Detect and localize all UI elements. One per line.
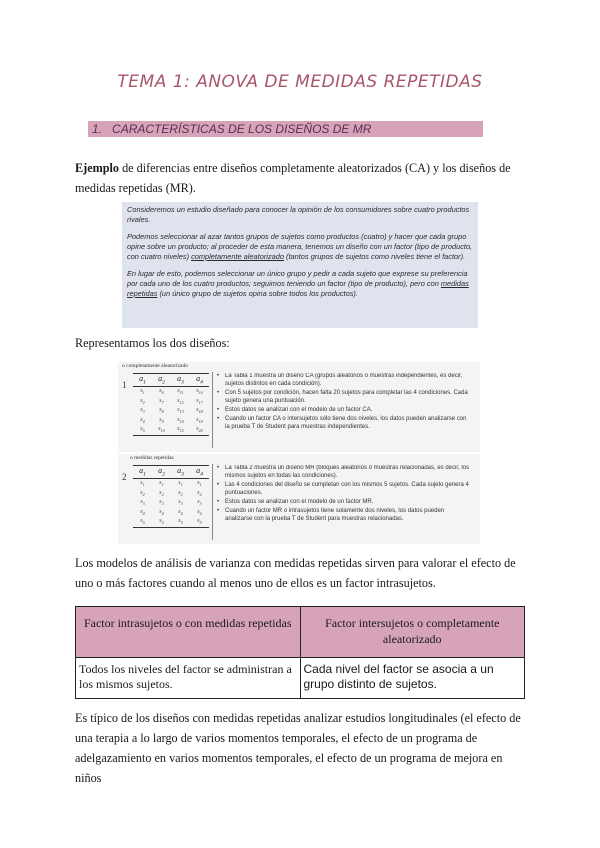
grid-row xyxy=(133,387,209,397)
figure-bullet: • Cuando un factor CA o intersujetos sólo tiene dos niveles, los datos pueden analizarse con la prueba T de Student para muestras independientes. xyxy=(217,416,472,431)
quote-paragraph-1: Consideremos un estudio diseñado para conocer la opinión de los consumidores sobre cuatro productos rivales. xyxy=(127,205,470,224)
quote-paragraph-3 xyxy=(127,269,475,299)
grid-cell: $s_{16}$ xyxy=(196,388,203,396)
section-heading xyxy=(92,122,371,136)
grid-cell: $s_5$ xyxy=(133,425,152,435)
grid-cell: $s_4$ xyxy=(140,508,145,516)
grid-cell: $s_3$ xyxy=(197,499,202,507)
figure-bullet: • Estos datos se analizan con el modelo de un factor MR. xyxy=(217,499,472,507)
quote-p2-end: (tantos grupos de sujetos como niveles tiene el factor). xyxy=(283,252,466,261)
paragraph-anova: Los modelos de análisis de varianza con medidas repetidas sirven para valorar el efecto de uno o más factores cuando al menos uno de ellos es un factor intrasujetos. xyxy=(75,556,516,590)
grid-header-cell: $a_4$ xyxy=(190,466,209,479)
grid-cell: $s_6$ xyxy=(159,388,164,396)
quote-p3-text: En lugar de esto, podemos seleccionar un único grupo y pedir a cada sujeto que exprese su preferencia por cada uno de los cuatro productos; seguimos teniendo un factor (tipo de producto), pero con xyxy=(127,269,468,288)
grid-cell: $s_2$ xyxy=(178,489,183,497)
intro-text: de diferencias entre diseños completamente aleatorizados (CA) y los diseños de medidas repetidas (MR). xyxy=(75,161,511,195)
figure-mr-divider xyxy=(212,464,213,540)
grid-header-cell: $a_2$ xyxy=(152,374,171,387)
section-title: CARACTERÍSTICAS DE LOS DISEÑOS DE MR xyxy=(112,122,372,136)
grid-row xyxy=(133,397,209,407)
grid-header-cell: $a_4$ xyxy=(190,374,209,387)
grid-cell: $s_4$ xyxy=(159,508,164,516)
quote-p2-underlined: completamente aleatorizado xyxy=(191,252,284,261)
figure-ca-number: 1 xyxy=(122,380,127,390)
comparison-table xyxy=(75,606,525,699)
grid-cell: $s_{13}$ xyxy=(177,407,184,415)
quote-p3-end: (un único grupo de sujetos opina sobre todos los productos). xyxy=(157,289,358,298)
grid-cell: $s_7$ xyxy=(159,397,164,405)
intro-paragraph xyxy=(75,158,525,198)
page-title: TEMA 1: ANOVA DE MEDIDAS REPETIDAS xyxy=(117,72,483,92)
grid-cell: $s_8$ xyxy=(159,407,164,415)
grid-cell: $s_2$ xyxy=(140,397,145,405)
grid-cell: $s_9$ xyxy=(159,416,164,424)
figure-ca-divider xyxy=(212,372,213,448)
grid-cell: $s_{17}$ xyxy=(196,397,203,405)
grid-cell: $s_5$ xyxy=(133,517,152,527)
grid-cell: $s_4$ xyxy=(140,416,145,424)
quote-paragraph-2 xyxy=(127,232,475,262)
represent-line: Representamos los dos diseños: xyxy=(75,336,230,350)
section-number: 1. xyxy=(92,122,103,136)
grid-cell: $s_{19}$ xyxy=(196,416,203,424)
cell-intrasujetos: Todos los niveles del factor se administran a los mismos sujetos. xyxy=(76,658,301,699)
grid-cell: $s_{12}$ xyxy=(177,397,184,405)
grid-cell: $s_1$ xyxy=(197,480,202,488)
figure-mr-bullets xyxy=(217,465,472,525)
grid-cell: $s_1$ xyxy=(140,388,145,396)
grid-cell: $s_2$ xyxy=(197,489,202,497)
figure-bullet: • Con 5 sujetos por condición, hacen falta 20 sujetos para completar las 4 condiciones. Cada sujeto genera una puntuación. xyxy=(217,390,472,405)
grid-row xyxy=(133,425,209,435)
quote-p2-text: Podemos seleccionar al azar tantos grupos de sujetos como productos (cuatro) y hacer que cada grupo opine sobre un producto; al proceder de esta manera, tenemos un diseño con un factor (tipo de producto, con cuatro niveles) xyxy=(127,232,473,261)
grid-cell: $s_{14}$ xyxy=(177,416,184,424)
grid-cell: $s_2$ xyxy=(159,489,164,497)
grid-cell: $s_3$ xyxy=(140,499,145,507)
grid-cell: $s_5$ xyxy=(190,517,209,527)
grid-row xyxy=(133,498,209,508)
figure-bullet: • Las 4 condiciones del diseño se completan con los mismos 5 sujetos. Cada sujeto genera 4 puntuaciones. xyxy=(217,482,472,497)
grid-row xyxy=(133,416,209,426)
paragraph-longitudinal: Es típico de los diseños con medidas repetidas analizar estudios longitudinales (el efecto de una terapia a lo largo de varios momentos temporales, el efecto de un programa de adelgazamiento en varios momentos temporales, el efecto de un programa de mejora en niños xyxy=(75,711,521,785)
grid-header-cell: $a_2$ xyxy=(152,466,171,479)
grid-cell: $s_{15}$ xyxy=(171,425,190,435)
cell-intersujetos: Cada nivel del factor se asocia a un grupo distinto de sujetos. xyxy=(300,658,525,699)
grid-header-row xyxy=(133,466,209,479)
grid-cell: $s_3$ xyxy=(159,499,164,507)
figure-ca-table xyxy=(133,373,209,436)
grid-header-cell: $a_3$ xyxy=(171,466,190,479)
grid-cell: $s_2$ xyxy=(140,489,145,497)
grid-row xyxy=(133,489,209,499)
grid-header-cell: $a_1$ xyxy=(133,374,152,387)
grid-header-row xyxy=(133,374,209,387)
grid-header-cell: $a_1$ xyxy=(133,466,152,479)
grid-cell: $s_3$ xyxy=(178,499,183,507)
grid-header-cell: $a_3$ xyxy=(171,374,190,387)
figure-mr-table xyxy=(133,465,209,528)
figure-bullet: • La Tabla 2 muestra un diseño MR (bloques aleatorios o muestras relacionadas, es decir, los mismos sujetos en todas las condiciones). xyxy=(217,465,472,480)
comparison-table-header xyxy=(76,607,525,658)
figure-ca-bullets xyxy=(217,373,472,433)
grid-cell: $s_5$ xyxy=(171,517,190,527)
figure-bullet: • Estos datos se analizan con el modelo de un factor CA. xyxy=(217,407,472,415)
figure-mr-caption: o medidas repetidas xyxy=(130,455,174,461)
grid-row xyxy=(133,479,209,489)
example-quote xyxy=(127,205,475,306)
grid-row xyxy=(133,508,209,518)
grid-cell: $s_4$ xyxy=(197,508,202,516)
grid-cell: $s_1$ xyxy=(159,480,164,488)
figure-mr-number: 2 xyxy=(122,472,127,482)
grid-cell: $s_{11}$ xyxy=(177,388,184,396)
quote-p3-underlined: medidas repetidas xyxy=(127,279,469,298)
grid-cell: $s_{10}$ xyxy=(152,425,171,435)
grid-cell: $s_1$ xyxy=(178,480,183,488)
grid-row xyxy=(133,406,209,416)
grid-cell: $s_3$ xyxy=(140,407,145,415)
grid-cell: $s_1$ xyxy=(140,480,145,488)
header-intersujetos: Factor intersujetos o completamente aleatorizado xyxy=(300,607,525,658)
grid-cell: $s_4$ xyxy=(178,508,183,516)
grid-cell: $s_{18}$ xyxy=(196,407,203,415)
intro-bold: Ejemplo xyxy=(75,161,120,175)
grid-row xyxy=(133,517,209,527)
grid-cell: $s_{20}$ xyxy=(190,425,209,435)
figure-ca-caption: o completamente aleatorizado xyxy=(122,363,188,369)
figure-bullet: • Cuando un factor MR o intrasujetos tiene solamente dos niveles, los datos pueden analizarse con la prueba T de Student para muestras relacionadas. xyxy=(217,508,472,523)
header-intrasujetos: Factor intrasujetos o con medidas repetidas xyxy=(76,607,301,658)
figure-bullet: • La Tabla 1 muestra un diseño CA (grupos aleatorios o muestras independientes, es decir, sujetos distintos en cada condición). xyxy=(217,373,472,388)
comparison-table-row xyxy=(76,658,525,699)
grid-cell: $s_5$ xyxy=(152,517,171,527)
